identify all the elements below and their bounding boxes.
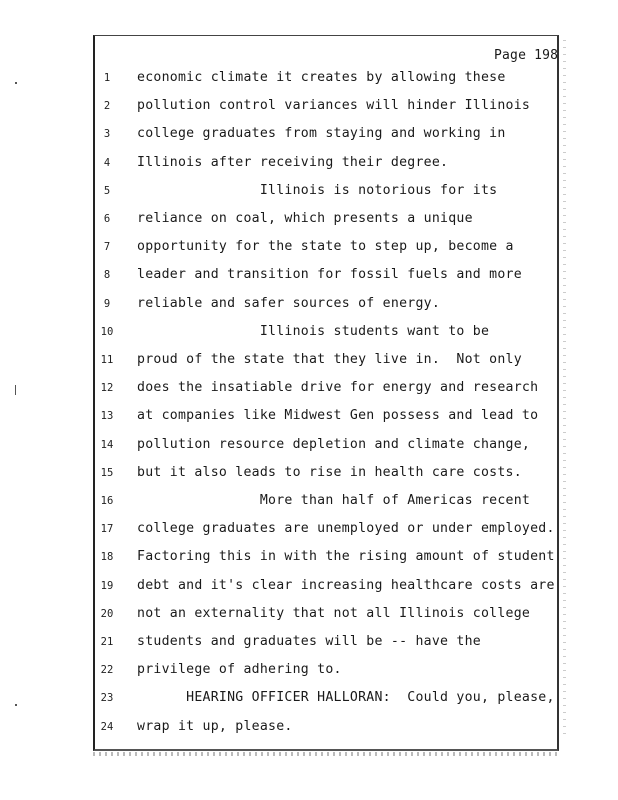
transcript-line	[0, 98, 618, 118]
line-number: 19	[100, 579, 114, 592]
line-text: debt and it's clear increasing healthcare costs are	[137, 577, 555, 593]
line-number: 5	[103, 184, 111, 197]
transcript-line	[0, 521, 618, 541]
line-text: students and graduates will be -- have the	[137, 634, 481, 649]
line-number: 17	[100, 523, 114, 536]
transcript-line	[0, 437, 618, 457]
line-text: privilege of adhering to.	[137, 662, 342, 678]
transcript-line	[0, 70, 618, 90]
transcript-line	[0, 493, 618, 513]
transcript-line	[0, 465, 618, 485]
transcript-line	[0, 380, 618, 400]
transcript-line	[0, 296, 618, 316]
line-number: 18	[100, 551, 114, 564]
transcript-line	[0, 408, 618, 428]
line-text: wrap it up, please.	[137, 718, 293, 734]
transcript-line	[0, 183, 618, 203]
line-number: 11	[100, 354, 114, 366]
line-text: reliance on coal, which presents a unique	[137, 211, 473, 226]
line-text: leader and transition for fossil fuels and more	[137, 267, 522, 283]
line-number: 20	[100, 607, 114, 620]
transcript-line	[0, 662, 618, 682]
transcript-line	[0, 239, 618, 259]
scan-bottom-noise	[93, 752, 559, 756]
line-text: but it also leads to rise in health care costs.	[137, 464, 522, 480]
line-number: 16	[100, 495, 114, 507]
line-number: 13	[100, 410, 114, 423]
transcript-line	[0, 126, 618, 146]
line-number: 1	[103, 72, 111, 84]
line-text: at companies like Midwest Gen possess and lead to	[137, 408, 539, 424]
line-text: Illinois after receiving their degree.	[137, 154, 449, 170]
line-text: Factoring this in with the rising amount of student	[137, 549, 555, 565]
transcript-line	[0, 352, 618, 372]
line-text: college graduates from staying and working in	[137, 126, 506, 142]
transcript-line	[0, 606, 618, 626]
line-number: 9	[103, 297, 111, 310]
line-number: 6	[103, 213, 111, 225]
line-number: 10	[100, 325, 114, 338]
transcript-line	[0, 719, 618, 739]
transcript-line	[0, 690, 618, 710]
line-number: 2	[103, 100, 111, 113]
line-text: does the insatiable drive for energy and research	[137, 380, 539, 396]
line-text: proud of the state that they live in. Not only	[137, 352, 522, 367]
line-text: economic climate it creates by allowing these	[137, 70, 506, 85]
line-text: pollution resource depletion and climate change,	[137, 436, 531, 452]
line-text: not an externality that not all Illinois college	[137, 605, 531, 621]
line-text: Illinois is notorious for its	[137, 182, 498, 198]
line-text: Illinois students want to be	[137, 323, 490, 339]
line-text: reliable and safer sources of energy.	[137, 295, 441, 311]
transcript-line	[0, 324, 618, 344]
page-number: Page 198	[494, 48, 559, 63]
transcript-line	[0, 267, 618, 287]
line-number: 3	[103, 128, 111, 141]
transcript-line	[0, 155, 618, 175]
line-number: 12	[100, 382, 114, 395]
line-number: 4	[103, 156, 111, 169]
line-text: college graduates are unemployed or under employed.	[137, 521, 555, 537]
transcript-line	[0, 634, 618, 654]
transcript-line	[0, 549, 618, 569]
line-number: 8	[103, 269, 111, 282]
line-number: 23	[100, 692, 114, 705]
line-text: More than half of Americas recent	[137, 493, 531, 508]
transcript-line	[0, 578, 618, 598]
line-number: 22	[100, 664, 114, 677]
line-text: pollution control variances will hinder Illinois	[137, 98, 531, 114]
line-number: 24	[100, 720, 114, 733]
line-number: 14	[100, 438, 114, 451]
line-number: 15	[100, 466, 114, 479]
line-number: 7	[103, 241, 111, 254]
line-text: opportunity for the state to step up, become a	[137, 239, 514, 255]
transcript-line	[0, 211, 618, 231]
line-number: 21	[100, 636, 114, 648]
line-text: HEARING OFFICER HALLORAN: Could you, please,	[137, 690, 555, 706]
